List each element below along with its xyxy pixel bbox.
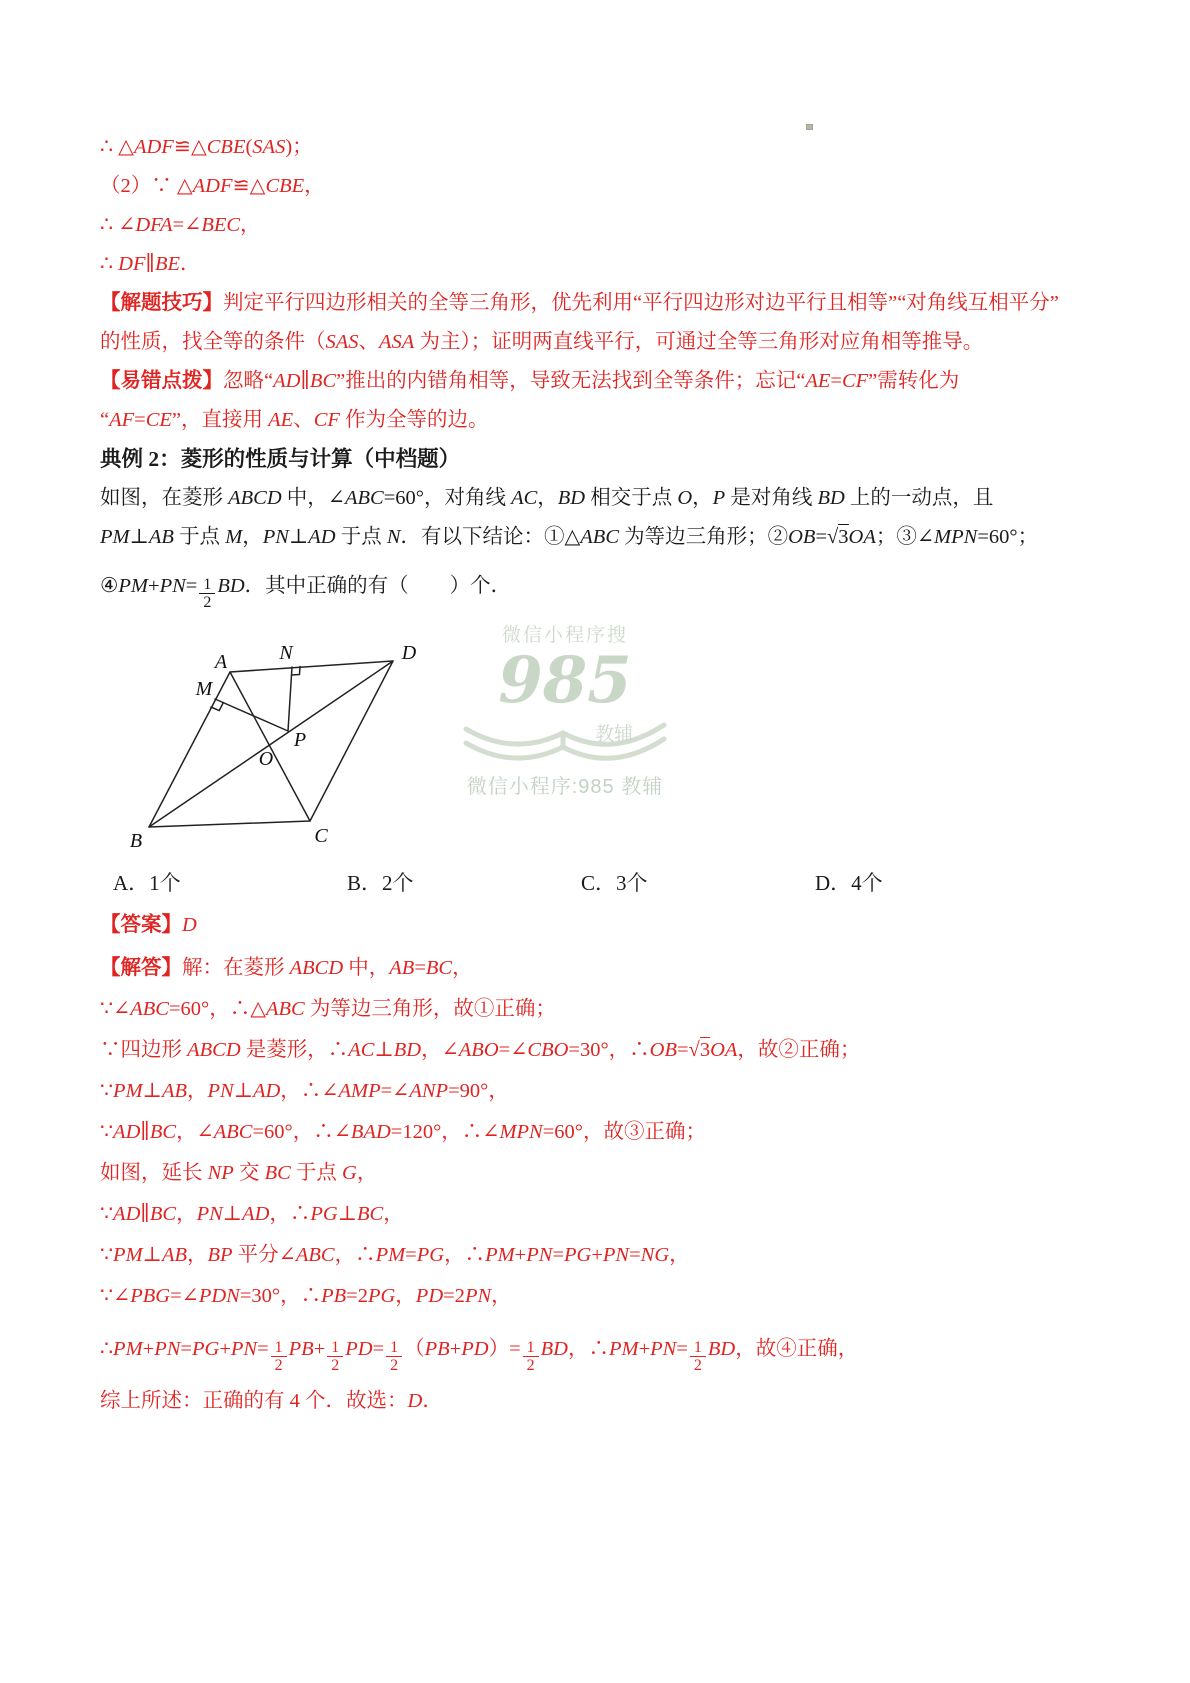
proof-line-1: ∴ △ADF≌△CBE(SAS)； bbox=[100, 136, 313, 158]
watermark-mid bbox=[445, 643, 685, 745]
solution-line-8: ∵PM⊥AB，BP 平分∠ABC，∴PM=PG，∴PM+PN=PG+PN=NG， bbox=[100, 1244, 690, 1266]
solution-line-5: ∵AD∥BC，∠ABC=60°，∴∠BAD=120°，∴∠MPN=60°，故③正确； bbox=[100, 1121, 706, 1143]
problem-stem-line-3: ④PM+PN= $\frac{1}{2}$ BD．其中正确的有（ ）个． bbox=[100, 575, 512, 612]
watermark-bottom-text: 微信小程序:985 教辅 bbox=[466, 776, 664, 798]
example-heading: 典例 2：菱形的性质与计算（中档题） bbox=[100, 447, 461, 471]
vertex-label-a: A bbox=[214, 651, 228, 673]
solving-skill-tag: 【解题技巧】 bbox=[100, 292, 223, 314]
solution-line-10: ∴PM+PN=PG+PN= $\frac{1}{2}$ PB+ $\frac{1}{2}$ PD= $\frac{1}{2}$ （PB+PD）= $\frac{1}{2}$ BD，∴PM+PN= $\frac{1}{2}$ BD，故④正确， bbox=[100, 1338, 859, 1375]
watermark-search-text: 微信小程序搜 bbox=[501, 625, 628, 646]
vertex-label-d: D bbox=[401, 642, 417, 664]
pitfall-line-2: “AF=CE”，直接用 AE、CF 作为全等的边。 bbox=[100, 409, 489, 431]
proof-line-2: （2）∵ △ADF≌△CBE， bbox=[100, 175, 325, 197]
solving-skill-text: 判定平行四边形相关的全等三角形，优先利用“平行四边形对边平行且相等”“对角线互相平分” bbox=[223, 292, 1059, 314]
segment-pn bbox=[288, 667, 292, 731]
problem-stem-line-1: 如图，在菱形 ABCD 中，∠ABC=60°，对角线 AC，BD 相交于点 O，P 是对角线 BD 上的一动点，且 bbox=[100, 487, 994, 509]
tips-line-1 bbox=[100, 284, 1100, 323]
vertex-label-c: C bbox=[314, 825, 328, 847]
tips-line-2: 的性质，找全等的条件（SAS、ASA 为主）；证明两直线平行，可通过全等三角形对应角相等推导。 bbox=[100, 331, 984, 353]
vertex-label-b: B bbox=[129, 830, 143, 852]
solution-line-2: ∵∠ABC=60°，∴△ABC 为等边三角形，故①正确； bbox=[100, 998, 556, 1020]
diagonal-bd bbox=[149, 661, 393, 827]
solution-line-11: 综上所述：正确的有 4 个．故选：D． bbox=[100, 1390, 443, 1412]
solution-line-3: ∵四边形 ABCD 是菱形，∴AC⊥BD，∠ABO=∠CBO=30°，∴OB=√3OA，故②正确； bbox=[100, 1039, 861, 1061]
watermark bbox=[445, 620, 685, 799]
solution-line-4: ∵PM⊥AB，PN⊥AD，∴∠AMP=∠ANP=90°， bbox=[100, 1080, 509, 1102]
error-pitfall-tag: 【易错点拨】 bbox=[100, 370, 223, 392]
problem-stem-line-2: PM⊥AB 于点 M，PN⊥AD 于点 N．有以下结论：①△ABC 为等边三角形；②OB=√3OA；③∠MPN=60°； bbox=[100, 526, 1039, 548]
answer-value: D bbox=[182, 914, 197, 936]
error-pitfall-text: 忽略“AD∥BC”推出的内错角相等，导致无法找到全等条件；忘记“AE=CF”需转化为 bbox=[223, 370, 960, 392]
option-c: C．3个 bbox=[581, 871, 648, 895]
pitfall-line-1 bbox=[100, 362, 1100, 401]
rhombus-figure-svg bbox=[120, 639, 440, 854]
option-a: A．1个 bbox=[113, 871, 181, 895]
solution-line-1 bbox=[100, 948, 1100, 989]
point-label-n: N bbox=[279, 642, 293, 664]
watermark-jiaofu-text: 教辅 bbox=[594, 724, 633, 745]
segment-pm bbox=[215, 699, 288, 731]
solution-text-1: 解：在菱形 ABCD 中，AB=BC， bbox=[182, 957, 473, 979]
answer-line bbox=[100, 903, 1100, 948]
point-label-o: O bbox=[258, 748, 274, 770]
solution-line-7: ∵AD∥BC，PN⊥AD，∴PG⊥BC， bbox=[100, 1203, 404, 1225]
solution-line-9: ∵∠PBG=∠PDN=30°，∴PB=2PG，PD=2PN， bbox=[100, 1285, 512, 1307]
geometry-figure bbox=[100, 615, 1100, 863]
proof-line-3: ∴ ∠DFA=∠BEC， bbox=[100, 214, 261, 236]
document-content bbox=[100, 128, 1100, 1422]
watermark-985-text: 985 bbox=[498, 643, 632, 718]
proof-line-4: ∴ DF∥BE． bbox=[100, 253, 201, 275]
option-b: B．2个 bbox=[347, 871, 414, 895]
point-label-p: P bbox=[293, 729, 307, 751]
options-row bbox=[100, 863, 1100, 903]
option-d: D．4个 bbox=[815, 871, 883, 895]
answer-tag: 【答案】 bbox=[100, 914, 182, 936]
solution-tag: 【解答】 bbox=[100, 957, 182, 979]
solution-line-6: 如图，延长 NP 交 BC 于点 G， bbox=[100, 1162, 378, 1184]
point-label-m: M bbox=[195, 678, 213, 700]
